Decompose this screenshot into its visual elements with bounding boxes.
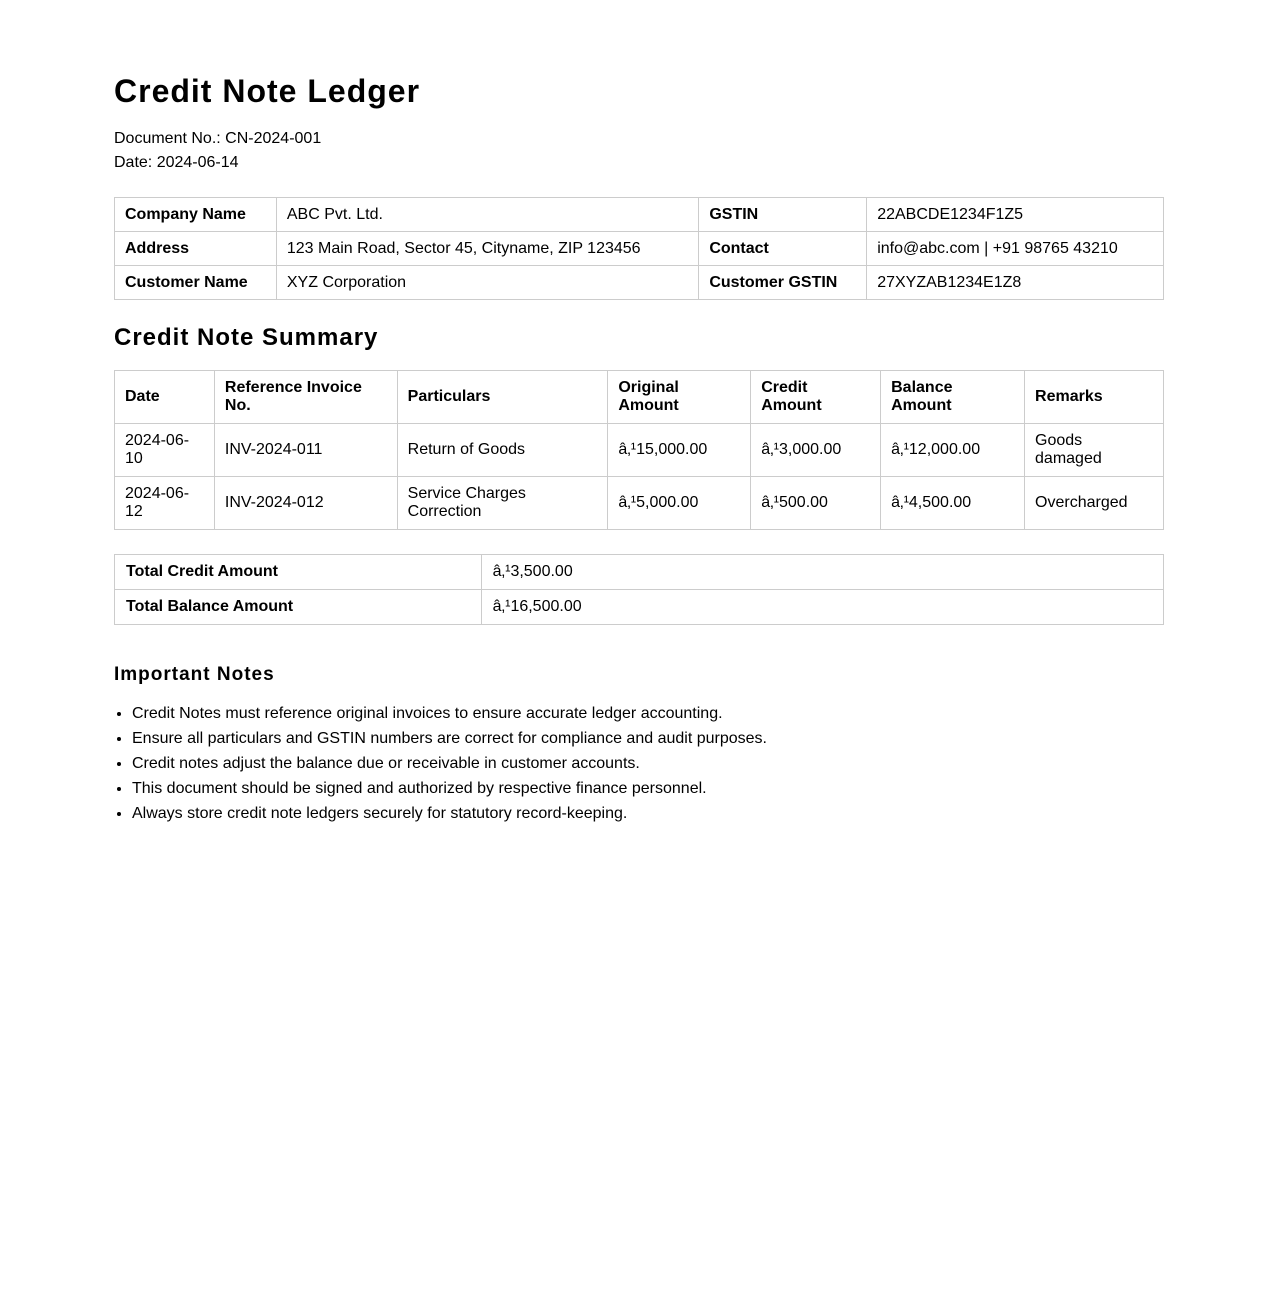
list-item: • This document should be signed and authorized by respective finance personnel. xyxy=(132,776,1164,801)
company-info-table xyxy=(114,197,1164,300)
document-number xyxy=(114,127,1164,151)
list-item: • Credit Notes must reference original invoices to ensure accurate ledger accounting. xyxy=(132,701,1164,726)
column-header: Original Amount xyxy=(608,371,751,424)
credit-note-summary-table xyxy=(114,370,1164,530)
page-title: Credit Note Ledger xyxy=(114,73,421,109)
document-number-value: CN-2024-001 xyxy=(225,130,322,147)
contact-value: info@abc.com | +91 98765 43210 xyxy=(867,232,1164,266)
document-page xyxy=(114,0,1164,826)
column-header: Remarks xyxy=(1025,371,1164,424)
row-date: 2024-06-12 xyxy=(115,477,215,530)
info-row xyxy=(115,198,1164,232)
column-header: Particulars xyxy=(397,371,608,424)
list-item: • Always store credit note ledgers securely for statutory record-keeping. xyxy=(132,801,1164,826)
row-credit-amount: â‚¹3,000.00 xyxy=(751,424,881,477)
column-header: Reference Invoice No. xyxy=(214,371,397,424)
totals-table xyxy=(114,554,1164,625)
row-date: 2024-06-10 xyxy=(115,424,215,477)
document-date xyxy=(114,151,1164,175)
row-particulars: Return of Goods xyxy=(397,424,608,477)
column-header: Credit Amount xyxy=(751,371,881,424)
notes-heading: Important Notes xyxy=(114,664,275,685)
address-value: 123 Main Road, Sector 45, Cityname, ZIP 123456 xyxy=(276,232,698,266)
customer-gstin-label: Customer GSTIN xyxy=(699,266,867,300)
notes-list xyxy=(114,701,1164,826)
gstin-label: GSTIN xyxy=(699,198,867,232)
contact-label: Contact xyxy=(699,232,867,266)
list-item: • Ensure all particulars and GSTIN numbers are correct for compliance and audit purposes. xyxy=(132,726,1164,751)
document-number-label: Document No.: xyxy=(114,130,221,147)
row-original-amount: â‚¹5,000.00 xyxy=(608,477,751,530)
summary-header-row xyxy=(115,371,1164,424)
row-particulars: Service Charges Correction xyxy=(397,477,608,530)
row-original-amount: â‚¹15,000.00 xyxy=(608,424,751,477)
row-reference-invoice: INV-2024-012 xyxy=(214,477,397,530)
customer-name-label: Customer Name xyxy=(115,266,277,300)
row-reference-invoice: INV-2024-011 xyxy=(214,424,397,477)
row-credit-amount: â‚¹500.00 xyxy=(751,477,881,530)
info-row xyxy=(115,232,1164,266)
document-date-value: 2024-06-14 xyxy=(156,154,239,171)
document-date-label: Date: xyxy=(114,154,153,171)
totals-row xyxy=(115,590,1164,625)
totals-row xyxy=(115,555,1164,590)
document-meta xyxy=(114,127,1164,175)
info-row xyxy=(115,266,1164,300)
list-item: • Credit notes adjust the balance due or receivable in customer accounts. xyxy=(132,751,1164,776)
row-remarks: Overcharged xyxy=(1025,477,1164,530)
total-balance-label: Total Balance Amount xyxy=(115,590,482,625)
table-row xyxy=(115,424,1164,477)
summary-heading: Credit Note Summary xyxy=(114,324,379,351)
column-header: Date xyxy=(115,371,215,424)
company-name-value: ABC Pvt. Ltd. xyxy=(276,198,698,232)
address-label: Address xyxy=(115,232,277,266)
total-balance-value: â‚¹16,500.00 xyxy=(481,590,1163,625)
company-name-label: Company Name xyxy=(115,198,277,232)
customer-name-value: XYZ Corporation xyxy=(276,266,698,300)
total-credit-value: â‚¹3,500.00 xyxy=(481,555,1163,590)
customer-gstin-value: 27XYZAB1234E1Z8 xyxy=(867,266,1164,300)
row-balance-amount: â‚¹4,500.00 xyxy=(881,477,1025,530)
row-balance-amount: â‚¹12,000.00 xyxy=(881,424,1025,477)
column-header: Balance Amount xyxy=(881,371,1025,424)
gstin-value: 22ABCDE1234F1Z5 xyxy=(867,198,1164,232)
row-remarks: Goods damaged xyxy=(1025,424,1164,477)
total-credit-label: Total Credit Amount xyxy=(115,555,482,590)
table-row xyxy=(115,477,1164,530)
